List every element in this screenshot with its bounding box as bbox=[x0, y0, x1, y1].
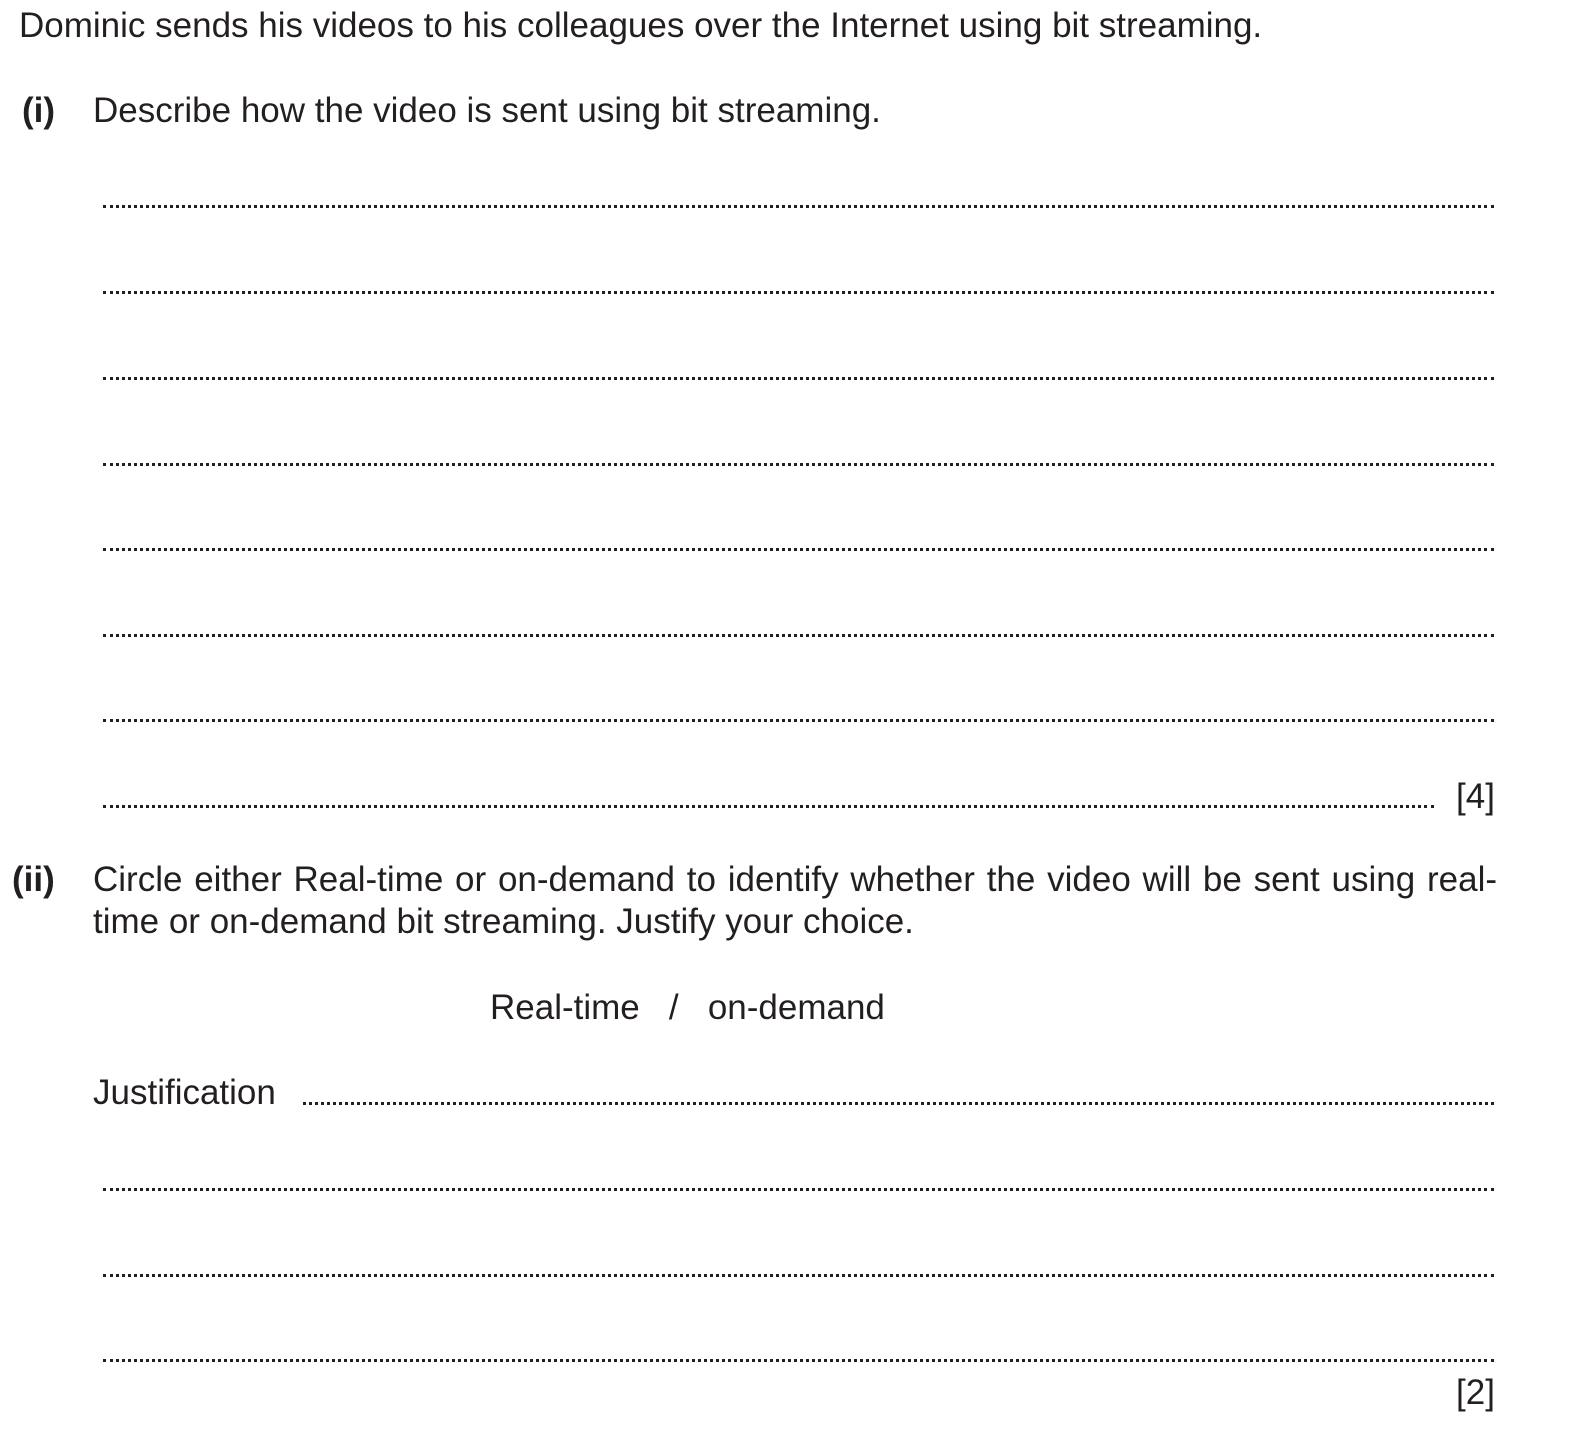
answer-line-i-8[interactable] bbox=[103, 805, 1434, 808]
part-i-question: Describe how the video is sent using bit streaming. bbox=[93, 91, 881, 130]
part-ii-label: (ii) bbox=[12, 860, 55, 899]
answer-line-i-4[interactable] bbox=[103, 463, 1494, 466]
justification-line-1[interactable] bbox=[303, 1102, 1494, 1105]
answer-line-i-7[interactable] bbox=[103, 719, 1494, 722]
choice-options[interactable]: Real-time / on-demand bbox=[490, 988, 885, 1027]
intro-text: Dominic sends his videos to his colleagues over the Internet using bit streaming. bbox=[19, 6, 1263, 45]
part-i-label: (i) bbox=[22, 91, 56, 130]
marks-ii: [2] bbox=[1456, 1373, 1495, 1412]
answer-line-i-2[interactable] bbox=[103, 291, 1494, 294]
justification-line-4[interactable] bbox=[103, 1359, 1494, 1362]
part-ii-question: Circle either Real-time or on-demand to identify whether the video will be sent using real-time or on-demand bit streaming. Justify your choice. bbox=[93, 860, 1497, 941]
justification-line-3[interactable] bbox=[103, 1274, 1494, 1277]
answer-line-i-1[interactable] bbox=[103, 205, 1494, 208]
marks-i: [4] bbox=[1456, 777, 1495, 816]
justification-label: Justification bbox=[93, 1073, 276, 1112]
answer-line-i-5[interactable] bbox=[103, 548, 1494, 551]
justification-line-2[interactable] bbox=[103, 1188, 1494, 1191]
answer-line-i-3[interactable] bbox=[103, 377, 1494, 380]
answer-line-i-6[interactable] bbox=[103, 634, 1494, 637]
